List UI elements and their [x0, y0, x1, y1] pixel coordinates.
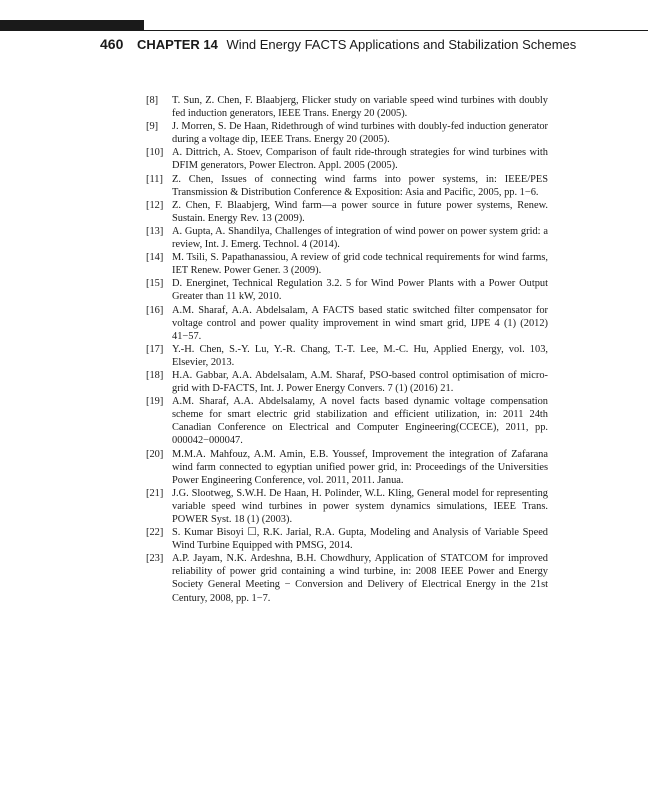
reference-text: J. Morren, S. De Haan, Ridethrough of wind turbines with doubly-fed induction generator during a voltage dip, IEEE Trans. Energy 20 (2005).	[172, 121, 548, 146]
reference-number: [9]	[146, 121, 159, 133]
reference-number: [20]	[146, 448, 164, 460]
reference-text: A.M. Sharaf, A.A. Abdelsalamy, A novel facts based dynamic voltage compensation scheme for smart electric grid stabilization and efficient utilization, in: 2011 24th Canadian Conference on Electrical and Computer Engineering(CCECE), 2011, pp. 000042−000047.	[172, 396, 548, 447]
reference-item	[146, 448, 548, 487]
reference-number: [12]	[146, 199, 164, 211]
reference-number: [21]	[146, 487, 164, 499]
chapter-title: Wind Energy FACTS Applications and Stabilization Schemes	[226, 37, 577, 52]
reference-item	[146, 120, 548, 146]
reference-text: Y.-H. Chen, S.-Y. Lu, Y.-R. Chang, T.-T. Lee, M.-C. Hu, Applied Energy, vol. 103, Elsevier, 2013.	[172, 343, 548, 368]
reference-number: [8]	[146, 95, 159, 106]
reference-text: M. Tsili, S. Papathanassiou, A review of grid code technical requirements for wind farms, IET Renew. Power Gener. 3 (2009).	[172, 252, 548, 277]
reference-item	[146, 526, 548, 552]
reference-item	[146, 369, 548, 395]
reference-item	[146, 199, 548, 225]
reference-text: D. Energinet, Technical Regulation 3.2. 5 for Wind Power Plants with a Power Output Greater than 11 kW, 2010.	[172, 278, 548, 303]
reference-item	[146, 395, 548, 447]
reference-number: [22]	[146, 527, 164, 539]
reference-item	[146, 552, 548, 604]
reference-text: A.M. Sharaf, A.A. Abdelsalam, A FACTS based static switched filter compensator for voltage control and power quality improvement in wind smart grid, IJPE 4 (1) (2012) 41−57.	[172, 304, 548, 342]
reference-item	[146, 343, 548, 369]
reference-item	[146, 251, 548, 277]
reference-number: [17]	[146, 343, 164, 355]
reference-text: A. Gupta, A. Shandilya, Challenges of integration of wind power on power system grid: a review, Int. J. Emerg. Technol. 4 (2014).	[172, 225, 548, 251]
reference-item	[146, 277, 548, 303]
reference-number: [18]	[146, 369, 164, 381]
reference-text: M.M.A. Mahfouz, A.M. Amin, E.B. Youssef, Improvement the integration of Zafarana wind farm connected to egyptian unified power grid, in: Proceedings of the Universities Power Engineering Conference, vol. 2011, 2011. Janua.	[172, 448, 548, 486]
reference-item	[146, 225, 548, 251]
page-number: 460	[100, 36, 124, 52]
reference-text: H.A. Gabbar, A.A. Abdelsalam, A.M. Sharaf, PSO-based control optimisation of micro-grid with D-FACTS, Int. J. Power Energy Convers. 7 (1) (2016) 21.	[172, 369, 548, 395]
reference-text: S. Kumar Bisoyi ☐, R.K. Jarial, R.A. Gupta, Modeling and Analysis of Variable Speed Wind Turbine Equipped with PMSG, 2014.	[172, 527, 548, 552]
reference-number: [16]	[146, 304, 164, 316]
reference-text: Z. Chen, Issues of connecting wind farms into power systems, in: IEEE/PES Transmission & Distribution Conference & Exposition: Asia and Pacific, 2005, pp. 1−6.	[172, 173, 548, 198]
running-head	[100, 36, 648, 53]
reference-number: [19]	[146, 396, 164, 408]
reference-number: [15]	[146, 278, 164, 290]
reference-item	[146, 94, 548, 120]
reference-text: A. Dittrich, A. Stoev, Comparison of fault ride-through strategies for wind turbines with DFIM generators, Power Electron. Appl. 2005 (2005).	[172, 147, 548, 172]
reference-item	[146, 304, 548, 343]
reference-item	[146, 173, 548, 199]
header-bar	[0, 20, 144, 31]
header-rule	[144, 30, 648, 31]
reference-text: J.G. Slootweg, S.W.H. De Haan, H. Polinder, W.L. Kling, General model for representing variable speed wind turbines in power system dynamics simulations, IEEE Trans. POWER Syst. 18 (1) (2003).	[172, 487, 548, 525]
reference-number: [11]	[146, 173, 163, 185]
reference-item	[146, 146, 548, 172]
reference-text: T. Sun, Z. Chen, F. Blaabjerg, Flicker study on variable speed wind turbines with doubly fed induction generators, IEEE Trans. Energy 20 (2005).	[172, 95, 548, 120]
reference-item	[146, 487, 548, 526]
reference-list	[146, 94, 548, 605]
reference-number: [13]	[146, 225, 164, 237]
reference-text: Z. Chen, F. Blaabjerg, Wind farm—a power source in future power systems, Renew. Sustain. Energy Rev. 13 (2009).	[172, 199, 548, 224]
reference-number: [14]	[146, 252, 164, 264]
reference-number: [23]	[146, 553, 164, 565]
reference-number: [10]	[146, 147, 164, 159]
reference-text: A.P. Jayam, N.K. Ardeshna, B.H. Chowdhury, Application of STATCOM for improved reliability of power grid containing a wind turbine, in: 2008 IEEE Power and Energy Society General Meeting − Conversion and Delivery of Electrical Energy in the 21st Century, 2008, pp. 1−7.	[172, 553, 548, 604]
chapter-label: CHAPTER 14	[136, 37, 218, 52]
